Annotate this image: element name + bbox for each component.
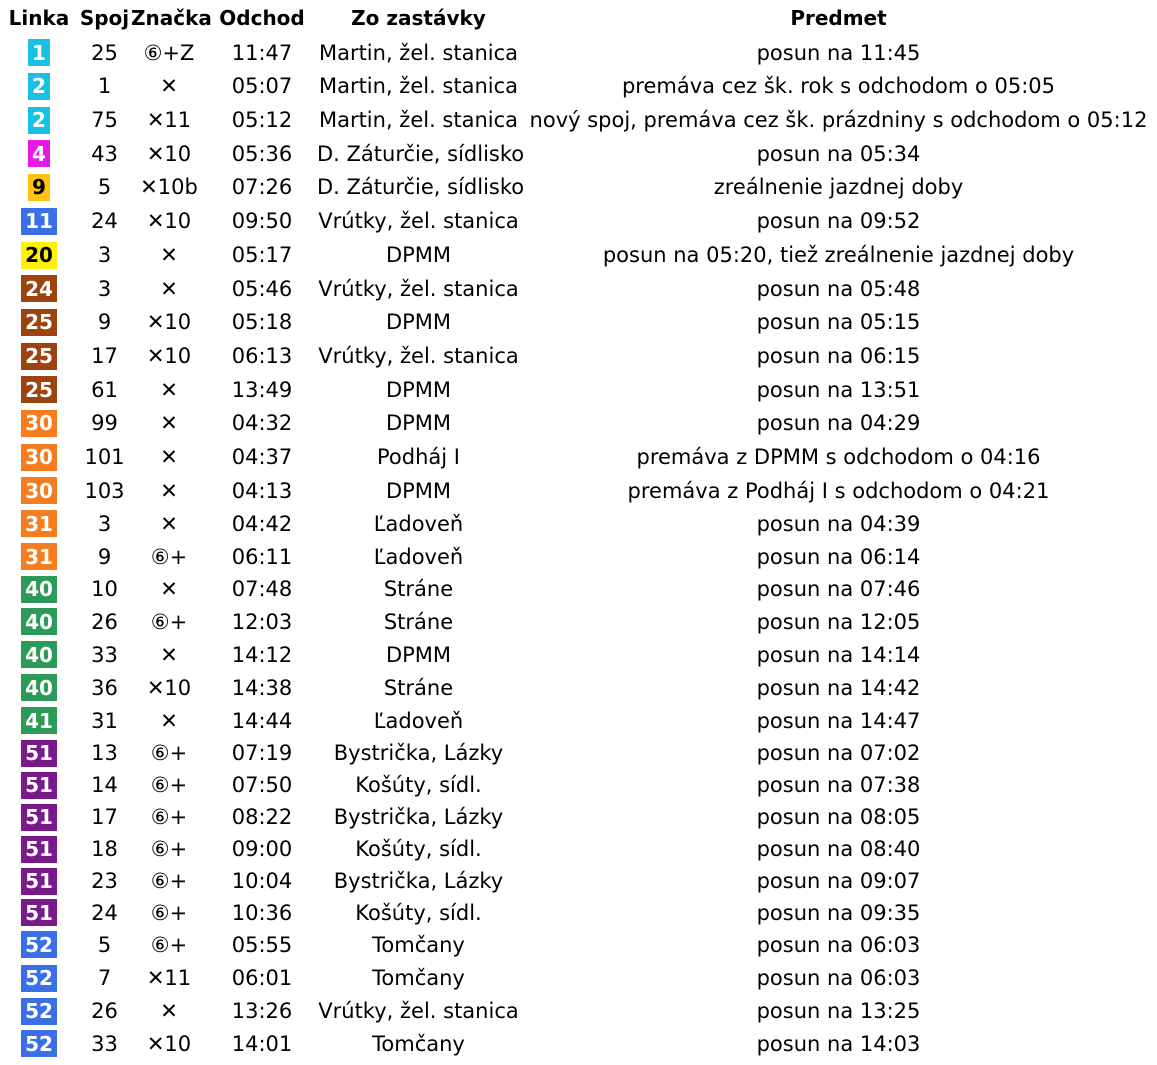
table-row xyxy=(0,995,1157,1027)
trip-cell: 101 xyxy=(84,445,125,469)
line-cell xyxy=(0,674,78,701)
trip-cell: 3 xyxy=(97,511,112,536)
trip-cell: 17 xyxy=(91,805,118,829)
from-stop-cell: Košúty, sídl. xyxy=(355,773,482,797)
line-cell xyxy=(0,836,78,863)
line-cell xyxy=(0,242,78,269)
line-cell xyxy=(0,444,78,471)
from-stop-cell: Vrútky, žel. stanica xyxy=(318,344,519,368)
trip-cell: 10 xyxy=(91,577,118,601)
subject-cell: posun na 11:45 xyxy=(756,40,921,65)
line-badge: 2 xyxy=(28,73,50,100)
from-stop-cell: Tomčany xyxy=(372,1031,465,1056)
subject-cell: posun na 06:03 xyxy=(756,966,921,990)
table-body xyxy=(0,36,1157,1060)
sign-cell: ✕ xyxy=(160,411,178,435)
departure-cell: 09:00 xyxy=(231,837,293,861)
from-stop-cell: DPMM xyxy=(385,310,452,334)
trip-cell: 26 xyxy=(91,609,118,634)
trip-cell: 75 xyxy=(91,108,118,132)
table-row xyxy=(0,704,1157,737)
trip-cell: 99 xyxy=(91,411,118,435)
departure-cell: 04:42 xyxy=(231,511,293,536)
line-badge: 30 xyxy=(21,477,57,504)
sign-cell: ✕ xyxy=(160,377,178,402)
from-stop-cell: Podháj I xyxy=(377,445,460,469)
trip-cell: 9 xyxy=(97,544,112,569)
line-cell xyxy=(0,174,78,201)
line-cell xyxy=(0,343,78,370)
header-line: Linka xyxy=(8,6,70,30)
line-cell xyxy=(0,868,78,895)
line-cell xyxy=(0,477,78,504)
from-stop-cell: Ľadoveň xyxy=(373,511,464,536)
from-stop-cell: Vrútky, žel. stanica xyxy=(318,999,519,1023)
departure-cell: 11:47 xyxy=(231,40,293,65)
table-row xyxy=(0,605,1157,638)
line-badge: 52 xyxy=(21,965,57,992)
subject-cell: posun na 08:40 xyxy=(756,837,921,861)
departure-cell: 10:36 xyxy=(231,900,293,925)
header-subject: Predmet xyxy=(790,6,887,30)
subject-cell: posun na 07:46 xyxy=(756,577,921,601)
departure-cell: 05:07 xyxy=(231,74,293,98)
table-row xyxy=(0,103,1157,137)
departure-cell: 05:18 xyxy=(231,310,293,334)
line-badge: 25 xyxy=(21,376,57,403)
subject-cell: posun na 04:29 xyxy=(756,411,921,435)
departure-cell: 07:19 xyxy=(231,741,293,765)
sign-cell: ✕ xyxy=(160,999,178,1023)
trip-cell: 5 xyxy=(97,175,112,199)
from-stop-cell: Bystrička, Lázky xyxy=(333,869,504,893)
sign-cell: ✕ xyxy=(160,642,178,667)
from-stop-cell: DPMM xyxy=(385,411,452,435)
trip-cell: 18 xyxy=(91,837,118,861)
sign-cell: ⑥+Z xyxy=(143,40,195,65)
table-row xyxy=(0,769,1157,801)
table-row xyxy=(0,833,1157,865)
header-departure: Odchod xyxy=(219,6,305,30)
line-cell xyxy=(0,998,78,1025)
line-badge: 4 xyxy=(28,140,50,167)
table-row xyxy=(0,928,1157,961)
sign-cell: ✕10 xyxy=(146,141,192,166)
subject-cell: posun na 06:15 xyxy=(756,344,921,368)
line-cell xyxy=(0,275,78,302)
trip-cell: 17 xyxy=(91,344,118,368)
sign-cell: ✕ xyxy=(160,708,178,733)
sign-cell: ⑥+ xyxy=(150,544,188,569)
line-badge: 40 xyxy=(21,608,57,635)
departure-cell: 05:36 xyxy=(231,141,293,166)
sign-cell: ✕ xyxy=(160,74,178,98)
departure-cell: 14:01 xyxy=(231,1031,293,1056)
table-row xyxy=(0,238,1157,272)
from-stop-cell: DPMM xyxy=(385,478,452,503)
line-badge: 51 xyxy=(21,740,57,767)
header-trip: Spoj xyxy=(79,6,130,30)
sign-cell: ⑥+ xyxy=(150,741,188,765)
from-stop-cell: DPMM xyxy=(385,243,452,267)
table-row xyxy=(0,204,1157,238)
sign-cell: ✕ xyxy=(160,243,178,267)
subject-cell: posun na 05:15 xyxy=(756,310,921,334)
subject-cell: zreálnenie jazdnej doby xyxy=(713,175,964,199)
line-cell xyxy=(0,965,78,992)
trip-cell: 7 xyxy=(97,966,112,990)
line-cell xyxy=(0,543,78,570)
line-cell xyxy=(0,73,78,100)
sign-cell: ⑥+ xyxy=(150,609,188,634)
trip-cell: 14 xyxy=(91,773,118,797)
subject-cell: posun na 05:48 xyxy=(756,276,921,301)
line-badge: 40 xyxy=(21,576,57,603)
trip-cell: 13 xyxy=(91,741,118,765)
departure-cell: 07:26 xyxy=(231,175,293,199)
trip-cell: 24 xyxy=(91,900,118,925)
departure-cell: 04:37 xyxy=(231,445,293,469)
sign-cell: ✕10b xyxy=(140,175,198,199)
departure-cell: 05:17 xyxy=(231,243,293,267)
line-badge: 51 xyxy=(21,899,57,926)
line-badge: 24 xyxy=(21,275,57,302)
line-cell xyxy=(0,39,78,66)
line-cell xyxy=(0,772,78,799)
sign-cell: ⑥+ xyxy=(150,932,188,957)
departure-cell: 05:12 xyxy=(231,108,293,132)
departure-cell: 14:12 xyxy=(231,642,293,667)
line-cell xyxy=(0,376,78,403)
departure-cell: 10:04 xyxy=(231,869,293,893)
departure-cell: 14:38 xyxy=(231,675,293,700)
table-row xyxy=(0,865,1157,897)
sign-cell: ✕11 xyxy=(146,966,192,990)
line-badge: 51 xyxy=(21,804,57,831)
subject-cell: posun na 06:03 xyxy=(756,932,921,957)
table-row xyxy=(0,897,1157,928)
subject-cell: premáva z DPMM s odchodom o 04:16 xyxy=(636,445,1041,469)
from-stop-cell: Tomčany xyxy=(372,966,465,990)
trip-cell: 36 xyxy=(91,675,118,700)
line-badge: 31 xyxy=(21,510,57,537)
from-stop-cell: Vrútky, žel. stanica xyxy=(318,276,519,301)
from-stop-cell: Stráne xyxy=(383,675,454,700)
line-cell xyxy=(0,576,78,603)
table-row xyxy=(0,507,1157,540)
departure-cell: 05:55 xyxy=(231,932,293,957)
trip-cell: 9 xyxy=(97,310,112,334)
table-row xyxy=(0,638,1157,671)
departure-cell: 13:49 xyxy=(231,377,293,402)
line-badge: 30 xyxy=(21,410,57,437)
subject-cell: posun na 08:05 xyxy=(756,805,921,829)
departure-cell: 05:46 xyxy=(231,276,293,301)
trip-cell: 103 xyxy=(84,478,125,503)
line-badge: 51 xyxy=(21,836,57,863)
from-stop-cell: Košúty, sídl. xyxy=(355,900,482,925)
trip-cell: 23 xyxy=(91,869,118,893)
line-badge: 51 xyxy=(21,868,57,895)
line-badge: 40 xyxy=(21,674,57,701)
line-badge: 9 xyxy=(28,174,50,201)
header-from-stop: Zo zastávky xyxy=(351,6,486,30)
from-stop-cell: DPMM xyxy=(385,377,452,402)
table-row xyxy=(0,440,1157,474)
line-cell xyxy=(0,140,78,167)
table-row xyxy=(0,801,1157,833)
table-row xyxy=(0,406,1157,440)
subject-cell: posun na 12:05 xyxy=(756,609,921,634)
departure-cell: 06:01 xyxy=(231,966,293,990)
from-stop-cell: D. Záturčie, sídlisko xyxy=(317,141,525,166)
from-stop-cell: Martin, žel. stanica xyxy=(318,74,519,98)
line-badge: 40 xyxy=(21,641,57,668)
line-badge: 52 xyxy=(21,998,57,1025)
line-cell xyxy=(0,410,78,437)
sign-cell: ✕10 xyxy=(146,675,192,700)
sign-cell: ✕10 xyxy=(146,344,192,368)
trip-cell: 3 xyxy=(97,276,112,301)
subject-cell: nový spoj, premáva cez šk. prázdniny s odchodom o 05:12 xyxy=(529,108,1148,132)
table-row xyxy=(0,137,1157,170)
subject-cell: posun na 13:25 xyxy=(756,999,921,1023)
table-row xyxy=(0,305,1157,339)
from-stop-cell: Ľadoveň xyxy=(373,544,464,569)
line-cell xyxy=(0,1030,78,1057)
line-cell xyxy=(0,707,78,734)
trip-cell: 1 xyxy=(97,74,112,98)
line-badge: 41 xyxy=(21,707,57,734)
table-row xyxy=(0,272,1157,305)
table-row xyxy=(0,1027,1157,1060)
departure-cell: 06:13 xyxy=(231,344,293,368)
subject-cell: posun na 09:35 xyxy=(756,900,921,925)
table-row xyxy=(0,540,1157,573)
from-stop-cell: Martin, žel. stanica xyxy=(318,108,519,132)
table-row xyxy=(0,671,1157,704)
line-badge: 25 xyxy=(21,309,57,336)
table-row xyxy=(0,573,1157,605)
line-badge: 52 xyxy=(21,931,57,958)
line-cell xyxy=(0,931,78,958)
departure-cell: 07:48 xyxy=(231,577,293,601)
sign-cell: ✕10 xyxy=(146,1031,192,1056)
trip-cell: 26 xyxy=(91,999,118,1023)
subject-cell: posun na 07:02 xyxy=(756,741,921,765)
subject-cell: posun na 14:47 xyxy=(756,708,921,733)
table-row xyxy=(0,170,1157,204)
line-badge: 25 xyxy=(21,343,57,370)
line-badge: 11 xyxy=(21,208,57,235)
from-stop-cell: Košúty, sídl. xyxy=(355,837,482,861)
from-stop-cell: Bystrička, Lázky xyxy=(333,805,504,829)
trip-cell: 33 xyxy=(91,1031,118,1056)
line-badge: 30 xyxy=(21,444,57,471)
table-row xyxy=(0,737,1157,769)
table-row xyxy=(0,474,1157,507)
subject-cell: posun na 05:34 xyxy=(756,141,921,166)
departure-cell: 04:32 xyxy=(231,411,293,435)
line-cell xyxy=(0,740,78,767)
sign-cell: ⑥+ xyxy=(150,869,188,893)
subject-cell: posun na 07:38 xyxy=(756,773,921,797)
sign-cell: ⑥+ xyxy=(150,837,188,861)
table-header xyxy=(0,0,1157,36)
sign-cell: ⑥+ xyxy=(150,900,188,925)
departure-cell: 06:11 xyxy=(231,544,293,569)
subject-cell: posun na 09:07 xyxy=(756,869,921,893)
table-row xyxy=(0,373,1157,406)
from-stop-cell: Bystrička, Lázky xyxy=(333,741,504,765)
line-cell xyxy=(0,804,78,831)
sign-cell: ✕ xyxy=(160,511,178,536)
departure-cell: 13:26 xyxy=(231,999,293,1023)
line-cell xyxy=(0,899,78,926)
line-badge: 1 xyxy=(28,39,50,66)
sign-cell: ⑥+ xyxy=(150,805,188,829)
line-cell xyxy=(0,510,78,537)
departure-cell: 14:44 xyxy=(231,708,293,733)
subject-cell: posun na 05:20, tiež zreálnenie jazdnej doby xyxy=(602,243,1075,267)
table-row xyxy=(0,36,1157,69)
subject-cell: posun na 04:39 xyxy=(756,511,921,536)
sign-cell: ✕10 xyxy=(146,209,192,233)
sign-cell: ✕11 xyxy=(146,108,192,132)
sign-cell: ✕ xyxy=(160,445,178,469)
trip-cell: 43 xyxy=(91,141,118,166)
trip-cell: 24 xyxy=(91,209,118,233)
from-stop-cell: DPMM xyxy=(385,642,452,667)
from-stop-cell: Ľadoveň xyxy=(373,708,464,733)
from-stop-cell: Tomčany xyxy=(372,932,465,957)
departure-cell: 08:22 xyxy=(231,805,293,829)
line-badge: 20 xyxy=(21,242,57,269)
subject-cell: posun na 13:51 xyxy=(756,377,921,402)
trip-cell: 3 xyxy=(97,243,112,267)
line-badge: 51 xyxy=(21,772,57,799)
sign-cell: ⑥+ xyxy=(150,773,188,797)
trip-cell: 33 xyxy=(91,642,118,667)
from-stop-cell: Stráne xyxy=(383,609,454,634)
table-row xyxy=(0,339,1157,373)
trip-cell: 25 xyxy=(91,40,118,65)
from-stop-cell: Stráne xyxy=(383,577,454,601)
line-badge: 52 xyxy=(21,1030,57,1057)
trip-cell: 31 xyxy=(91,708,118,733)
subject-cell: premáva cez šk. rok s odchodom o 05:05 xyxy=(621,74,1056,98)
from-stop-cell: Vrútky, žel. stanica xyxy=(318,209,519,233)
departure-cell: 07:50 xyxy=(231,773,293,797)
subject-cell: posun na 06:14 xyxy=(756,544,921,569)
subject-cell: premáva z Podháj I s odchodom o 04:21 xyxy=(627,478,1050,503)
sign-cell: ✕ xyxy=(160,577,178,601)
line-cell xyxy=(0,309,78,336)
subject-cell: posun na 14:14 xyxy=(756,642,921,667)
line-badge: 31 xyxy=(21,543,57,570)
sign-cell: ✕10 xyxy=(146,310,192,334)
line-badge: 2 xyxy=(28,107,50,134)
departure-cell: 09:50 xyxy=(231,209,293,233)
table-row xyxy=(0,961,1157,995)
line-cell xyxy=(0,608,78,635)
from-stop-cell: D. Záturčie, sídlisko xyxy=(317,175,525,199)
line-cell xyxy=(0,208,78,235)
subject-cell: posun na 09:52 xyxy=(756,209,921,233)
departure-cell: 04:13 xyxy=(231,478,293,503)
trip-cell: 61 xyxy=(91,377,118,402)
line-cell xyxy=(0,107,78,134)
table-row xyxy=(0,69,1157,103)
from-stop-cell: Martin, žel. stanica xyxy=(318,40,519,65)
line-cell xyxy=(0,641,78,668)
header-sign: Značka xyxy=(131,6,212,30)
departure-cell: 12:03 xyxy=(231,609,293,634)
sign-cell: ✕ xyxy=(160,276,178,301)
subject-cell: posun na 14:42 xyxy=(756,675,921,700)
sign-cell: ✕ xyxy=(160,478,178,503)
trip-cell: 5 xyxy=(97,932,112,957)
subject-cell: posun na 14:03 xyxy=(756,1031,921,1056)
